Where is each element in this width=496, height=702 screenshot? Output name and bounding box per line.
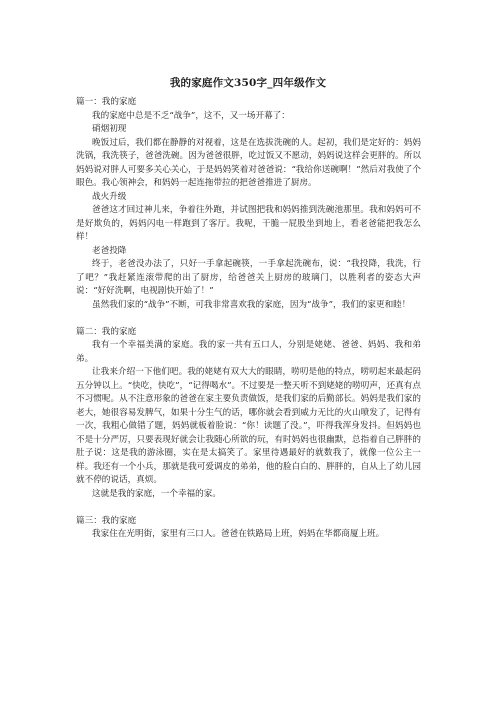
document-title: 我的家庭作文350字_四年级作文 [169, 77, 327, 89]
paragraph: 爸爸这才回过神儿来，争着往外跑，并试图把我和妈妈推到洗碗池那里。我和妈妈可不是好欺负的，妈妈闪电一样跑到了客厅。我呢，干脆一屁股坐到地上，看老爸能把我怎么样！ [76, 205, 421, 242]
paragraph: 老爸投降 [92, 245, 127, 256]
paragraph: 我的家庭中总是不乏“战争”，这不，又一场开幕了： [92, 110, 290, 121]
paragraph: 硝烟初现 [92, 124, 127, 134]
document-body [76, 96, 421, 542]
paragraph: 虽然我们家的“战争”不断，可我非常喜欢我的家庭，因为“战争”，我们的家更和睦！ [92, 299, 411, 310]
paragraph: 晚饭过后，我们都在静静的对视着，这是在选拔洗碗的人。起初，我们是定好的：妈妈洗锅，我洗筷子，爸爸洗碗。因为爸爸很胖，吃过饭又不愿动，妈妈说这样会更胖的。所以妈妈说对胖人可要多关心关心，于是妈妈笑着对爸爸说：“我给你送碗啊！”然后对我使了个眼色。我心领神会，和妈妈一起连拖带拉的把爸爸推进了厨房。 [76, 137, 421, 188]
section-heading: 篇二：我的家庭 [76, 326, 137, 337]
section-heading: 篇三：我的家庭 [76, 515, 137, 526]
section-heading: 篇一：我的家庭 [76, 97, 137, 107]
paragraph: 这就是我的家庭，一个幸福的家。 [92, 488, 221, 499]
paragraph: 我有一个幸福美满的家庭。我的家一共有五口人，分别是姥姥、爸爸、妈妈、我和弟弟。 [76, 340, 421, 364]
paragraph: 让我来介绍一下他们吧。我的姥姥有双大大的眼睛，唠叨是他的特点，唠叨起来最起码五分钟以上。“快吃，快吃”，“记得喝水”。不过要是一整天听不到姥姥的唠叨声，还真有点不习惯呢。从不注意形象的爸爸在家主要负责做饭，是我们家的后勤部长。妈妈是我们家的老大，她很容易发脾气，如果十分生气的话，哪你就会看到威力无比的火山喷发了，记得有一次，我粗心做错了题，妈妈就板着脸说：“你！读题了没。”，吓得我浑身发抖。但妈妈也不是十分严厉，只要表现好就会让我随心所欲的玩，有时妈妈也很幽默，总指着自己胖胖的肚子说：这是我的游泳圈，实在是太搞笑了。家里待遇最好的就数我了，就像一位公主一样。我还有一个小兵，那就是我可爱调皮的弟弟，他的脸白白的、胖胖的，自从上了幼儿园就不停的说话，真烦。 [76, 367, 421, 485]
paragraph: 我家住在光明街，家里有三口人。爸爸在铁路局上班，妈妈在华都商厦上班。 [92, 529, 385, 539]
paragraph: 战火升级 [92, 191, 127, 202]
paragraph: 终于，老爸没办法了，只好一手拿起碗筷，一手拿起洗碗布，说：“我投降，我洗，行了吧？”我赶紧连滚带爬的出了厨房，给爸爸关上厨房的玻璃门，以胜利者的姿态大声说：“好好洗啊，电视剧快开始了！” [76, 259, 421, 296]
